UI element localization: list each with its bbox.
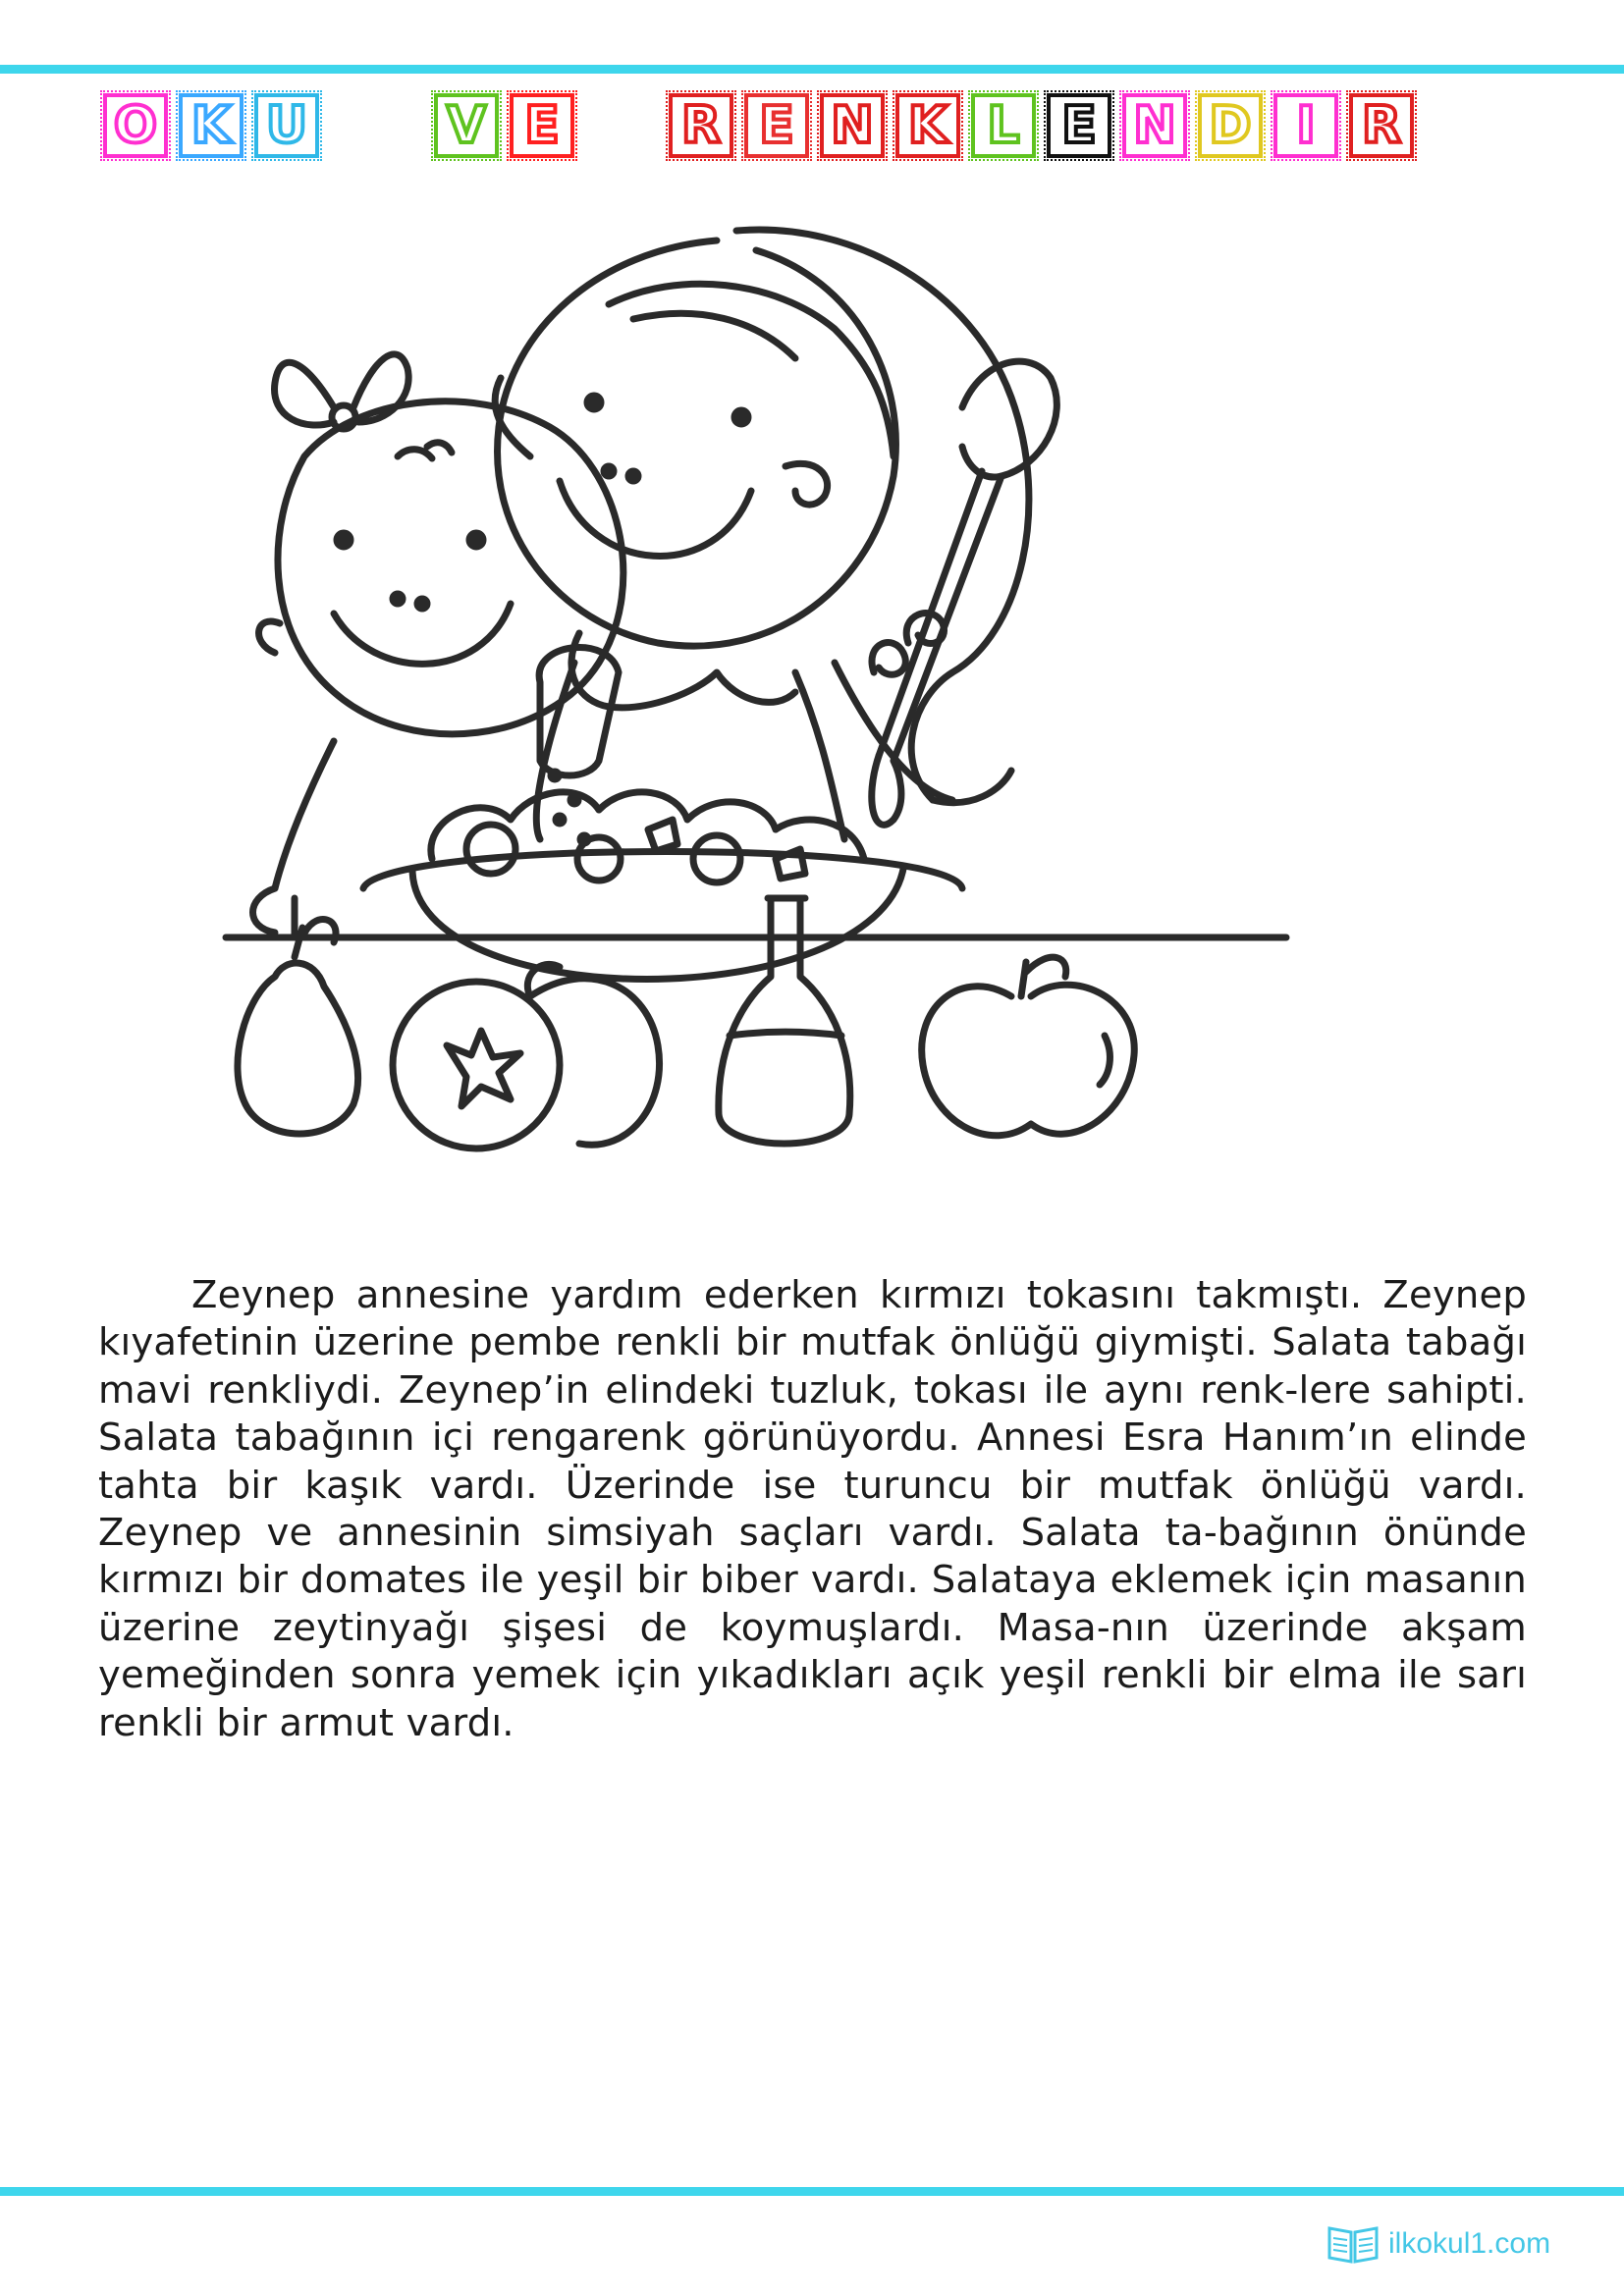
tomato [393,982,560,1148]
title-letter: I [1296,96,1316,155]
title-letter: L [987,96,1020,155]
mother-figure [495,230,1029,839]
title-letter-tile [254,93,319,158]
open-book-icon [1327,2224,1379,2264]
title-letter-tile [1047,93,1111,158]
salad-bowl [363,792,962,980]
title-letter: V [446,96,487,155]
title-letter-tile [669,93,733,158]
brand-name[interactable]: ilkokul1.com [1388,2227,1551,2260]
title-letter: N [1133,96,1176,155]
title-letter: K [190,96,232,155]
title-letter-tile [820,93,885,158]
coloring-illustration [187,211,1345,1232]
title-letter: K [907,96,948,155]
title-letter: O [113,96,158,155]
title-letter-tile [744,93,809,158]
title-letter: E [1061,96,1097,155]
title-letter-tile [103,93,168,158]
title-letter: D [1209,96,1252,155]
story-paragraph: Zeynep annesine yardım ederken kırmızı tokasını takmıştı. Zeynep kıyafetinin üzerine pembe renkli bir mutfak önlüğü giymişti. Salata tabağı mavi renkliydi. Zeynep’in elindeki tuzluk, tokası ile aynı renk-lere sahipti. Salata tabağının içi rengarenk görünüyordu. Annesi Esra Hanım’ın elinde tahta bir kaşık vardı. Üzerinde ise turuncu bir mutfak önlüğü vardı. Zeynep ve annesinin simsiyah saçları vardı. Salata ta-bağının önünde kırmızı bir domates ile yeşil bir biber vardı. Salataya eklemek için masanın üzerine zeytinyağı şişesi de koymuşlardı. Masa-nın üzerinde akşam yemeğinden sonra yemek için yıkadıkları açık yeşil renkli bir elma ile sarı renkli bir armut vardı. [98,1273,1527,1745]
wooden-spoon [872,361,1057,825]
title-letter-tile [510,93,574,158]
title-letter-tile [971,93,1036,158]
brand-footer [1327,2220,1550,2268]
title-letter-tile [1122,93,1187,158]
title-letter: U [265,96,308,155]
apple [922,957,1135,1136]
title-letter: N [831,96,874,155]
title-letter-tile [1349,93,1414,158]
title-letter: R [1361,96,1402,155]
title-letter: E [759,96,794,155]
top-rule [0,65,1624,74]
title-letter: E [524,96,560,155]
pear [238,919,358,1134]
title-letter-tile [895,93,960,158]
bottom-rule [0,2187,1624,2196]
title-letter-tile [179,93,244,158]
title-letter: R [680,96,722,155]
title-letter-tile [434,93,499,158]
title-letter-tile [1273,93,1338,158]
green-pepper [527,964,659,1145]
title-letter-tile [1198,93,1263,158]
